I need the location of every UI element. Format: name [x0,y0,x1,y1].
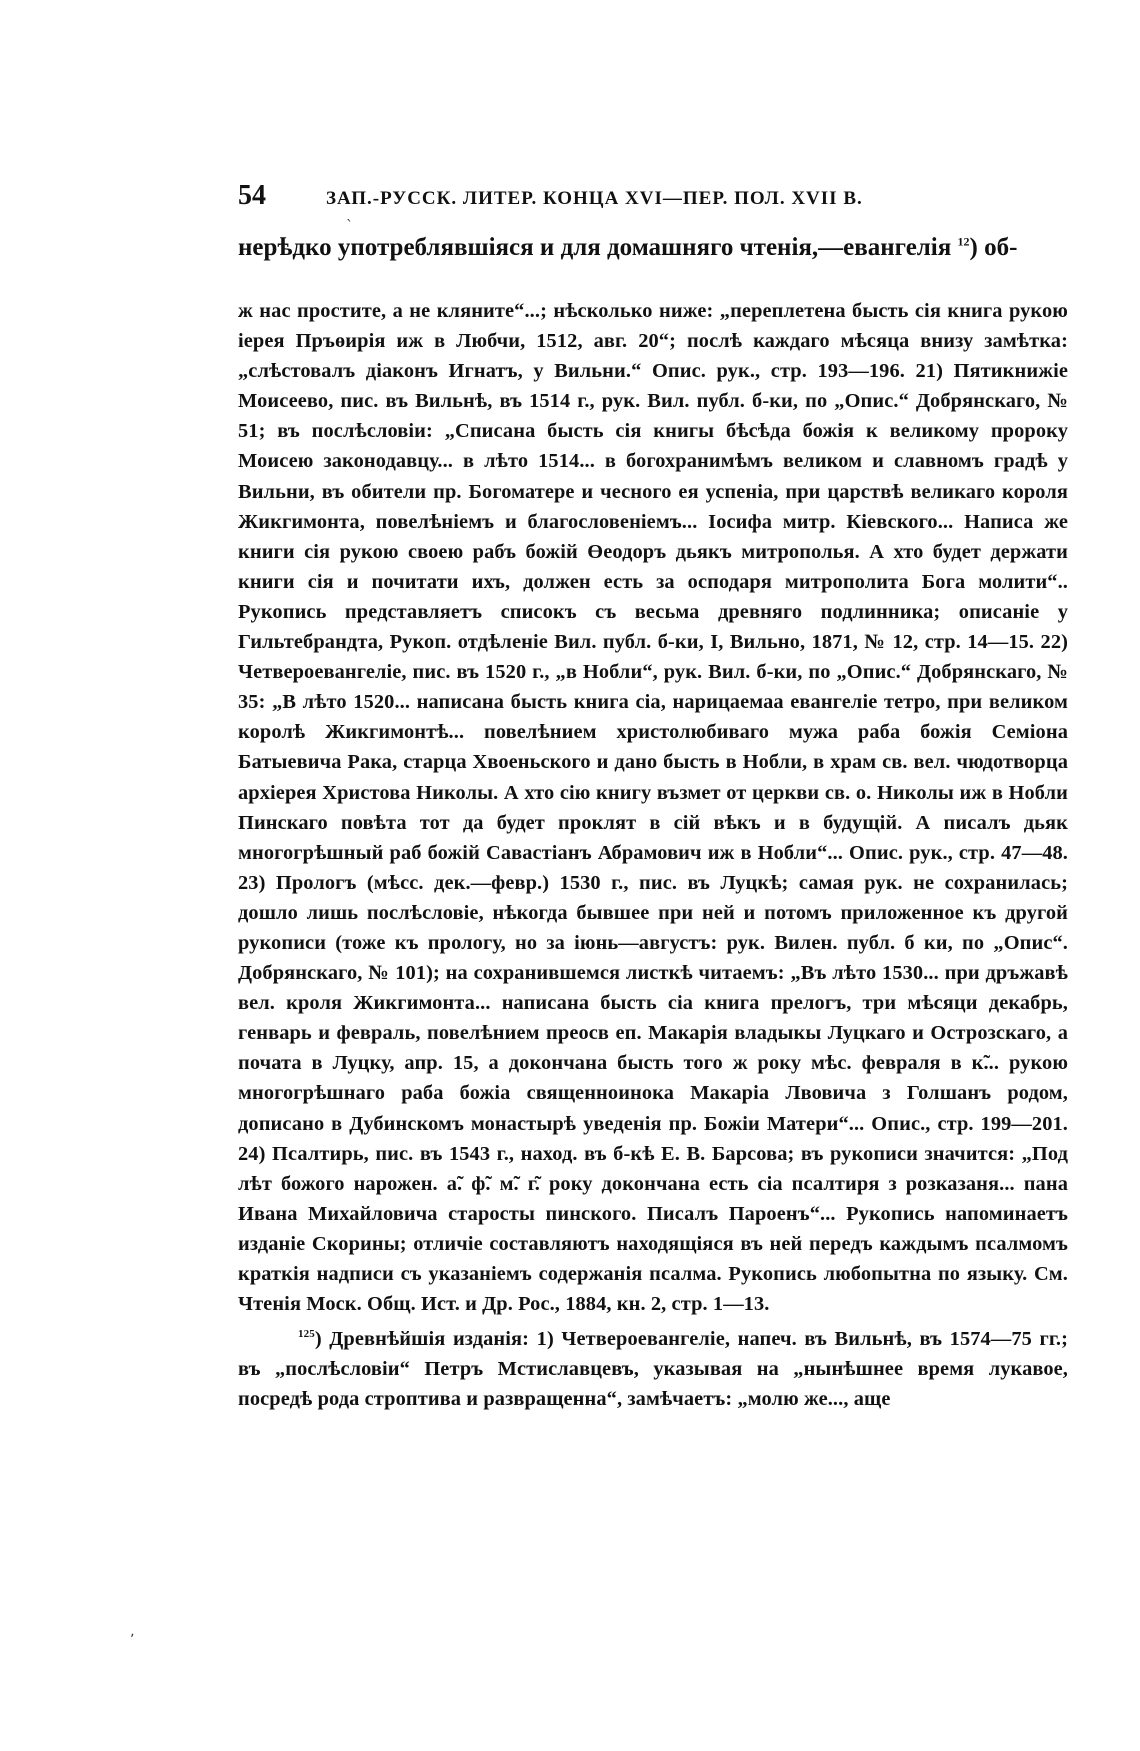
stray-mark: ʼ [130,1632,135,1648]
footnote-text: ) Древнѣйшія изданія: 1) Четвероевангеліе, напеч. въ Вильнѣ, въ 1574—75 гг.; въ „послѣсловіи“ Петръ Мстиславцевъ, указывая на „нынѣшнее время лукавое, посредѣ рода строптива и развращенна“, замѣчаетъ: „молю же..., аще [238,1327,1068,1411]
running-title: ЗАП.-РУССК. ЛИТЕР. КОНЦА XVI—ПЕР. ПОЛ. XVII В. [326,188,863,209]
stray-mark: ˎ [346,206,353,222]
page-header [238,180,1068,220]
footnote-continued: ж нас простите, а не кляните“...; нѣсколько ниже: „переплетена бысть сія книга рукою іерея Пръөирія иж в Любчи, 1512, авг. 20“; послѣ каждаго мѣсяца внизу замѣтка: „слѣстовалъ діаконъ Игнатъ, у Вильни.“ Опис. рук., стр. 193—196. 21) Пятикнижіе Моисеево, пис. въ Вильнѣ, въ 1514 г., рук. Вил. публ. б-ки, по „Опис.“ Добрянскаго, № 51; въ послѣсловіи: „Списана бысть сія книгы бѣсѣда божія к великому пророку Моисею законодавцу... в лѣто 1514... в богохранимѣмъ великом и славномъ градѣ у Вильни, въ обители пр. Богоматере и чесного ея успеніа, при царствѣ великаго короля Жикгимонта, повелѣніемъ и благословеніемъ... Іосифа митр. Кіевского... Написа же книги сія рукою своею рабъ божій Өеодоръ дьякъ митрополья. А хто будет держати книги сія и почитати ихъ, должен есть за осподаря митрополита Бога молити“.. Рукопись представляетъ списокъ съ весьма древняго подлинника; описаніе у Гильтебрандта, Рукоп. отдѣленіе Вил. публ. б-ки, I, Вильно, 1871, № 12, стр. 14—15. 22) Четвероевангеліе, пис. въ 1520 г., „в Нобли“, рук. Вил. б-ки, по „Опис.“ Добрянскаго, № 35: „В лѣто 1520... написана бысть книга сіа, нарицаемаа евангеліе тетро, при великом королѣ Жикгимонтѣ... повелѣнием христолюбиваго мужа раба божія Семіона Батыевича Рака, старца Хвоеньского и дано бысть в Нобли, в храм св. вел. чюдотворца архіерея Христова Николы. А хто сію книгу възмет от церкви св. о. Николы иж в Нобли Пинскаго повѣта тот да будет проклят в сій вѣкъ и в будущій. А писалъ дьяк многогрѣшный раб божій Савастіанъ Абрамович иж в Нобли“... Опис. рук., стр. 47—48. 23) Прологъ (мѣсс. дек.—февр.) 1530 г., пис. въ Луцкѣ; самая рук. не сохранилась; дошло лишь послѣсловіе, нѣкогда бывшее при ней и потомъ приложенное къ другой рукописи (тоже къ прологу, но за іюнь—августъ: рук. Вилен. публ. б ки, по „Опис“. Добрянскаго, № 101); на сохранившемся листкѣ читаемъ: „Въ лѣто 1530... при дръжавѣ вел. кроля Жикгимонта... написана бысть сіа книга прелогъ, три мѣсяци декабрь, генварь и февраль, повелѣнием преосв еп. Макарія владыкы Луцкаго и Острозскаго, а почата в Луцку, апр. 15, а докончана бысть того ж року мѣс. февраля в к̃... рукою многогрѣшнаго раба божіа священноинока Макаріа Лвовича з Голшанъ родом, дописано в Дубинскомъ монастырѣ уведенія пр. Божіи Матери“... Опис., стр. 199—201. 24) Псалтирь, пис. въ 1543 г., наход. въ б-кѣ Е. В. Барсова; въ рукописи значится: „Под лѣт божого нарожен. а̃. ф̃. м̃. г̃. року докончана есть сіа псалтиря з розказаня... пана Ивана Михайловича старосты пинского. Писалъ Пароенъ“... Рукопись напоминаетъ изданіе Скорины; отличіе составляютъ находящіяся въ ней передъ каждымъ псалмомъ краткія надписи съ указаніемъ содержанія псалма. Рукопись любопытна по языку. См. Чтенія Моск. Общ. Ист. и Др. Рос., 1884, кн. 2, стр. 1—13. [238,300,1068,1316]
main-text-end: ) об- [969,234,1018,261]
footnote-reference: 12 [957,234,970,249]
page-number: 54 [238,180,266,211]
main-text-line [238,234,1068,262]
footnote-number: 125 [298,1328,315,1341]
main-text: нерѣдко употреблявшіяся и для домашняго чтенія,—евангелія [238,234,952,261]
footnote-block [238,296,1068,1414]
footnote-125 [238,1319,1068,1414]
